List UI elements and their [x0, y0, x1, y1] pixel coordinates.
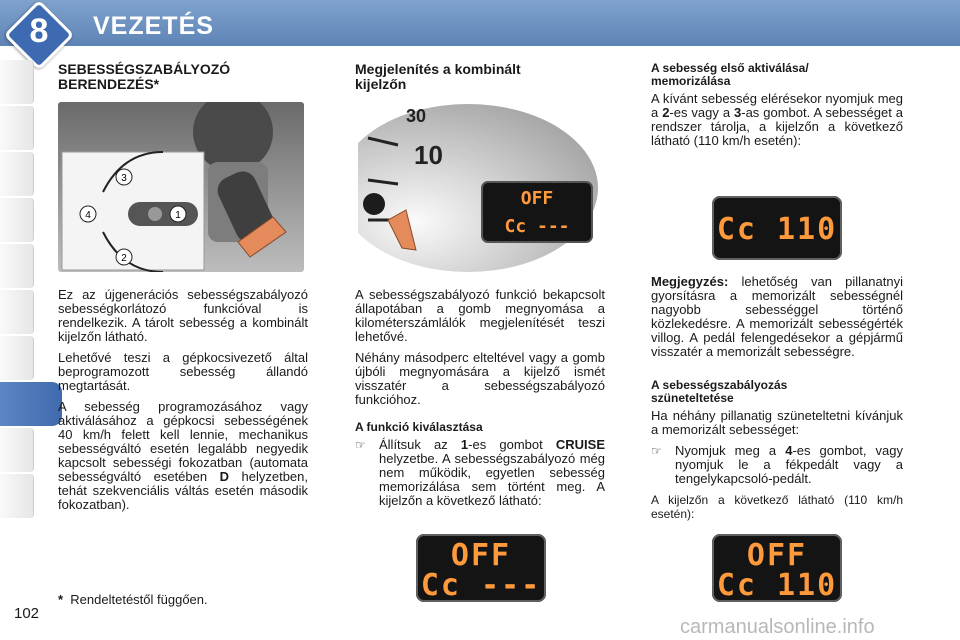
chapter-number: 8: [29, 12, 49, 50]
instrument-cluster-illustration: [358, 100, 602, 276]
paragraph: Néhány másodperc elteltével vagy a gomb újbóli megnyomására a kijelző ismét visszatér a sebességszabályozó funkcióhoz.: [355, 350, 605, 407]
lcd-line: Cc 110: [716, 568, 838, 603]
subheading: A sebesség első aktiválása/ memorizálása: [651, 61, 809, 88]
callout-2: 2: [121, 253, 127, 264]
callout-3: 3: [121, 173, 127, 184]
paragraph: Lehetővé teszi a gépkocsivezető által beprogramozott sebesség állandó megtartását.: [58, 350, 308, 393]
side-tab[interactable]: [0, 152, 34, 196]
column-display-text: [355, 288, 605, 515]
subheading: A funkció kiválasztása: [355, 420, 483, 434]
pointing-hand-icon: ☞: [651, 444, 662, 458]
section-heading: Megjelenítés a kombinált kijelzőn: [355, 61, 521, 92]
chapter-title: VEZETÉS: [93, 12, 214, 40]
side-tab[interactable]: [0, 474, 34, 518]
paragraph: Állítsuk az 1-es gombot CRUISE helyzetbe. A sebességszabályozó még nem működik, egyetlen sebesség memorizálása sem történt meg. A kijelzőn a következő látható:: [379, 437, 605, 508]
side-tab[interactable]: [0, 198, 34, 242]
pointing-hand-icon: ☞: [355, 438, 366, 452]
paragraph: A kívánt sebesség elérésekor nyomjuk meg a 2-es vagy a 3-as gombot. A sebességet a rendszer tárolja, a kijelzőn a következő látható (110 km/h esetén):: [651, 91, 904, 148]
footnote: * Rendeltetéstől függően.: [58, 592, 208, 607]
column-activation-note: [651, 275, 903, 528]
paragraph: A sebességszabályozó funkció bekapcsolt állapotában a gomb megnyomása a kilométerszámlálók megjelenítését teszi lehetővé.: [355, 287, 605, 344]
lcd-line: Cc ---: [420, 568, 542, 603]
side-tab[interactable]: [0, 336, 34, 380]
dial-label-10: 10: [414, 140, 443, 170]
paragraph: Ez az újgenerációs sebességszabályozó sebességkorlátozó funkcióval is rendelkezik. A tárolt sebesség a kombinált kijelzőn látható.: [58, 287, 308, 344]
steering-column-photo: [58, 102, 304, 272]
paragraph: Megjegyzés: lehetőség van pillanatnyi gyorsításra a memorizált sebességnél nagyobb sebességgel történő közlekedésre. A memorizált sebességérték villog. A pedál felengedésekor a gépjármű visszatér a memorizált sebességre.: [651, 274, 903, 359]
side-tab[interactable]: [0, 60, 34, 104]
paragraph: Nyomjuk meg a 4-es gombot, vagy nyomjuk le a fékpedált vagy a tengelykapcsoló-pedált.: [675, 443, 904, 486]
instrument-cluster-photo: [358, 100, 602, 276]
dial-label-30: 30: [406, 106, 427, 126]
subheading: A sebességszabályozás szüneteltetése: [651, 378, 788, 405]
lcd-text-cc: Cc ---: [504, 216, 570, 237]
paragraph: Ha néhány pillanatig szüneteltetni kívánjuk a memorizált sebességet:: [651, 408, 903, 437]
side-tab[interactable]: [0, 428, 34, 472]
lcd-display-memorized: [712, 196, 842, 260]
chapter-side-tabs: [0, 60, 34, 580]
callout-4: 4: [85, 210, 91, 221]
instruction-bullet: [355, 438, 605, 515]
paragraph: A kijelzőn a következő látható (110 km/h esetén):: [651, 493, 903, 521]
lcd-display-paused: [712, 534, 842, 602]
lcd-display-off: [416, 534, 546, 602]
side-tab[interactable]: [0, 290, 34, 334]
page-number: 102: [14, 605, 40, 622]
lcd-line: OFF: [450, 538, 512, 573]
paragraph: A sebesség programozásához vagy aktiválásához a gépkocsi sebességének 40 km/h felett kell lennie, mechanikus sebességváltó esetén legalább negyedik kapcsolt sebességi fokozatban (automata sebességváltó esetében D helyzetben, tehát szekvenciális váltás esetén második fokozatban).: [58, 399, 308, 512]
column-activation: [651, 62, 903, 155]
watermark: carmanualsonline.info: [680, 616, 875, 638]
side-tab[interactable]: [0, 106, 34, 150]
section-heading: SEBESSÉGSZABÁLYOZÓ BERENDEZÉS*: [58, 61, 231, 92]
callout-1: 1: [175, 210, 181, 221]
column-cruise-control: [58, 62, 308, 92]
instruction-bullet: [651, 444, 903, 493]
column-cruise-control-text: [58, 288, 308, 519]
column-display: [355, 62, 605, 92]
lcd-text-off: OFF: [520, 188, 554, 209]
stalk-illustration: [58, 102, 304, 272]
lcd-line: Cc 110: [716, 212, 838, 247]
side-tab-active[interactable]: [0, 382, 62, 426]
side-tab[interactable]: [0, 244, 34, 288]
lcd-line: OFF: [746, 538, 808, 573]
